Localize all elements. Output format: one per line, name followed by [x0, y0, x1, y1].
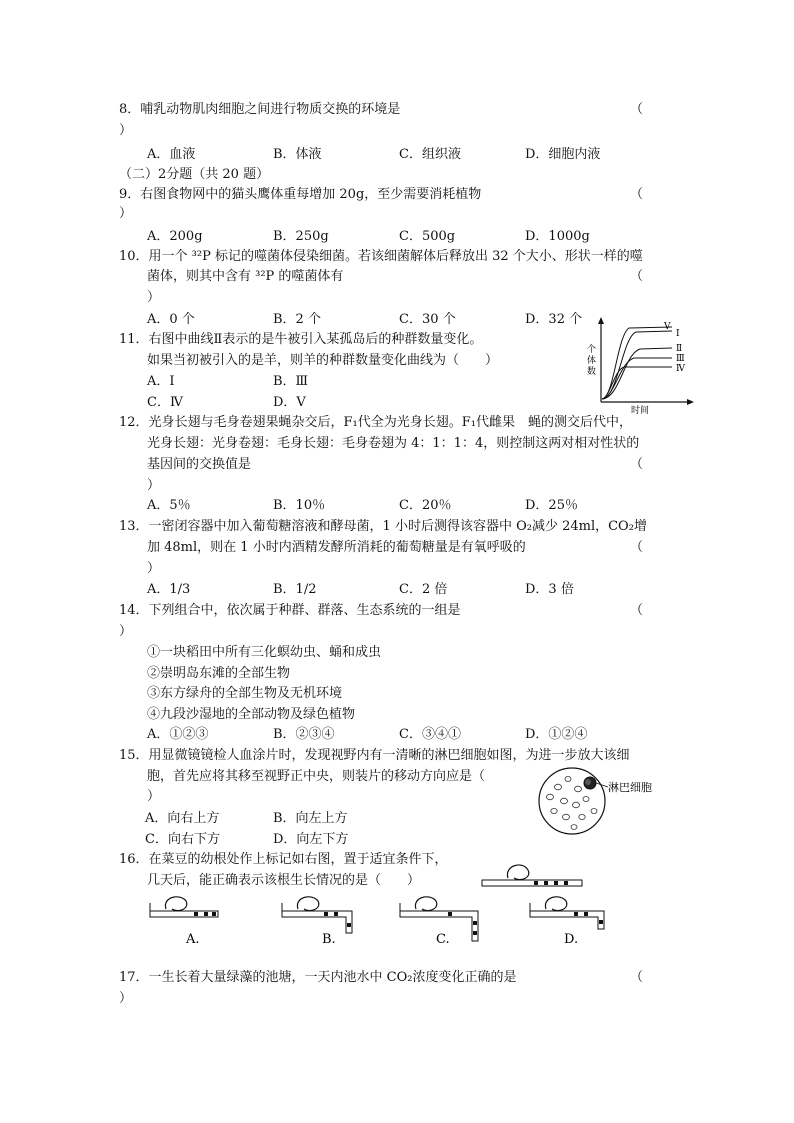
q12-stem-line2: 光身长翅：光身卷翅：毛身长翅：毛身卷翅为 4：1：1：4，则控制这两对相对性状的: [147, 436, 640, 451]
microscope-field-figure: [538, 765, 703, 837]
q11-option-c: C．Ⅳ: [147, 395, 183, 410]
q10-option-d: D．32 个: [525, 312, 583, 327]
q8-option-d: D．细胞内液: [525, 147, 601, 162]
q15-stem-line2: 胞，首先应将其移至视野正中央，则装片的移动方向应是（: [147, 769, 486, 784]
y-label-char-2: 体: [587, 356, 597, 366]
q9-option-d: D．1000g: [525, 229, 590, 244]
curve-iv: [602, 367, 672, 399]
option-label-b: B.: [322, 932, 336, 947]
curve-label-iii: Ⅲ: [676, 354, 685, 364]
q15-option-c: C．向右下方: [145, 832, 220, 847]
q11-stem-line2: 如果当初被引入的是羊，则羊的种群数量变化曲线为（ ）: [147, 353, 499, 368]
q10-option-c: C．30 个: [399, 312, 456, 327]
q14-option-b: B．②③④: [273, 727, 335, 742]
q9-stem: 9．右图食物网中的猫头鹰体重每增加 20g，至少需要消耗植物: [119, 187, 482, 202]
q8-option-b: B．体液: [273, 147, 322, 162]
q16-stem-line1: 16．在菜豆的幼根处作上标记如右图，置于适宜条件下，: [119, 852, 448, 867]
q10-option-b: B．2 个: [273, 312, 321, 327]
q16-stem-line2: 几天后，能正确表示该根生长情况的是（ ）: [147, 873, 421, 888]
q10-option-a: A．0 个: [147, 312, 195, 327]
q14-option-c: C．③④①: [399, 727, 461, 742]
q9-paren-open: （: [630, 187, 644, 202]
q17-paren-close: ）: [119, 991, 133, 1006]
seedling-option-d: [530, 897, 604, 947]
option-label-c: C.: [436, 932, 450, 947]
option-label-a: A.: [186, 932, 200, 947]
curve-ii: [602, 348, 672, 399]
curve-label-iv: Ⅳ: [676, 364, 685, 374]
q14-option-d: D．①②④: [525, 727, 588, 742]
q10-stem-line1: 10．用一个 ³²P 标记的噬菌体侵染细菌。若该细菌解体后释放出 32 个大小、形状一样的噬: [119, 249, 643, 264]
q14-stem: 14．下列组合中，依次属于种群、群落、生态系统的一组是: [119, 603, 461, 618]
population-growth-figure: [584, 316, 696, 416]
q8-option-a: A．血液: [147, 147, 196, 162]
q8-option-c: C．组织液: [399, 147, 461, 162]
q12-option-d: D．25％: [525, 498, 578, 513]
q10-paren-open: （: [630, 269, 644, 284]
q17-stem: 17．一生长着大量绿藻的池塘，一天内池水中 CO₂浓度变化正确的是: [119, 970, 517, 985]
q8-stem: 8．哺乳动物肌肉细胞之间进行物质交换的环境是: [119, 102, 401, 117]
q14-item-4: ④九段沙湿地的全部动物及绿色植物: [147, 707, 356, 722]
q11-option-a: A．Ⅰ: [147, 374, 175, 389]
seed-cotyledon: [507, 865, 528, 880]
q11-option-d: D．Ⅴ: [273, 395, 306, 410]
y-axis-arrow: [598, 317, 604, 324]
q14-paren-open: （: [630, 603, 644, 618]
q12-option-c: C．20％: [399, 498, 452, 513]
x-axis-arrow: [687, 399, 694, 405]
q12-option-a: A．5％: [147, 498, 191, 513]
q12-stem-line3: 基因间的交换值是: [147, 457, 252, 472]
q15-stem-line1: 15．用显微镜镜检人血涂片时，发现视野内有一清晰的淋巴细胞如图，为进一步放大该细: [119, 748, 630, 763]
q13-option-d: D．3 倍: [525, 582, 574, 597]
q15-option-d: D．向左下方: [273, 832, 349, 847]
q13-option-c: C．2 倍: [399, 582, 448, 597]
curve-label-ii: Ⅱ: [676, 344, 683, 354]
q13-option-b: B．1/2: [273, 582, 317, 597]
q13-paren-close: ）: [147, 561, 161, 576]
q14-item-3: ③东方绿舟的全部生物及无机环境: [147, 686, 343, 701]
seedling-option-c: [400, 897, 478, 947]
q15-option-a: A．向右上方: [145, 811, 220, 826]
y-label-char-3: 数: [587, 367, 597, 377]
curve-label-i: Ⅰ: [676, 329, 680, 339]
q14-paren-close: ）: [119, 624, 133, 639]
q14-item-1: ①一块稻田中所有三化螟幼虫、蛹和成虫: [147, 645, 382, 660]
q17-paren-open: （: [630, 970, 644, 985]
field-of-view: [539, 768, 605, 834]
q12-paren-open: （: [630, 457, 644, 472]
q9-paren-close: ）: [119, 206, 133, 221]
q12-paren-close: ）: [147, 478, 161, 493]
q13-stem-line2: 加 48ml，则在 1 小时内酒精发酵所消耗的葡萄糖量是有氧呼吸的: [147, 540, 526, 555]
seedling-option-b: [282, 897, 352, 947]
q13-paren-open: （: [630, 540, 644, 555]
q13-stem-line1: 13．一密闭容器中加入葡萄糖溶液和酵母菌，1 小时后测得该容器中 O₂减少 24ml，CO₂增: [119, 519, 647, 534]
lymphocyte-nucleus: [585, 779, 591, 785]
seedling-option-a: [150, 897, 218, 947]
q11-option-b: B．Ⅲ: [273, 374, 309, 389]
q15-option-b: B．向左上方: [273, 811, 348, 826]
seedling-reference-figure: [478, 858, 588, 894]
seedling-options-figure: [148, 893, 618, 947]
section-heading: （二）2分题（共 20 题）: [119, 167, 270, 182]
q8-paren-open: （: [630, 102, 644, 117]
x-axis-label: 时间: [631, 406, 650, 416]
q9-option-b: B．250g: [273, 229, 329, 244]
curve-label-v: Ⅴ: [664, 322, 671, 332]
q12-option-b: B．10％: [273, 498, 326, 513]
q12-stem-line1: 12．光身长翅与毛身卷翅果蝇杂交后，F₁代全为光身长翅。F₁代雌果 蝇的测交后代中，: [119, 415, 633, 430]
q11-stem-line1: 11．右图中曲线Ⅱ表示的是牛被引入某孤岛后的种群数量变化。: [119, 332, 483, 347]
lymphocyte-label: 淋巴细胞: [608, 781, 652, 794]
q9-option-a: A．200g: [147, 229, 203, 244]
option-label-d: D.: [564, 932, 579, 947]
q9-option-c: C．500g: [399, 229, 456, 244]
q13-option-a: A．1/3: [147, 582, 191, 597]
q10-paren-close: ）: [147, 290, 161, 305]
q15-paren-close: ）: [147, 789, 161, 804]
q14-option-a: A．①②③: [147, 727, 209, 742]
q14-item-2: ②崇明岛东滩的全部生物: [147, 666, 291, 681]
q8-paren-close: ）: [119, 123, 133, 138]
y-label-char-1: 个: [587, 345, 597, 355]
q10-stem-line2: 菌体，则其中含有 ³²P 的噬菌体有: [147, 269, 344, 284]
